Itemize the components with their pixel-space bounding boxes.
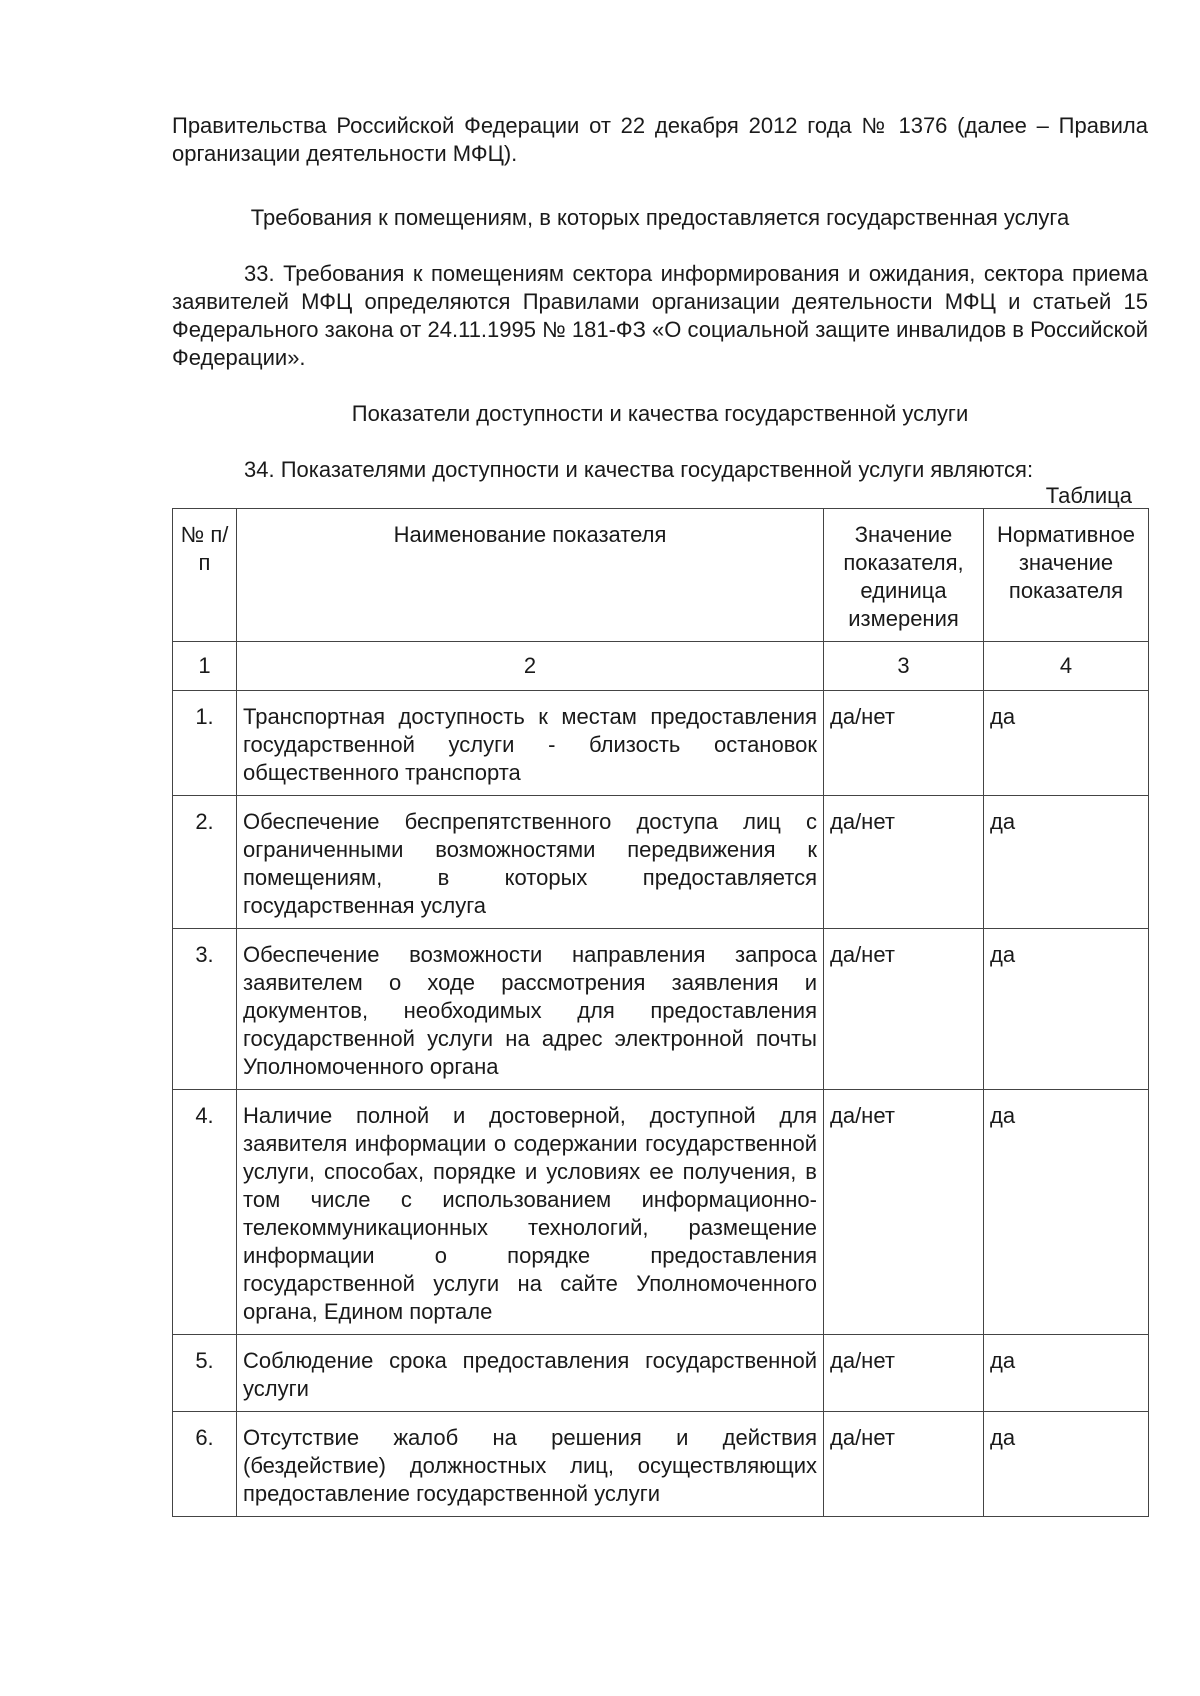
table-row: [173, 929, 1149, 1090]
indicator-norm: да: [984, 1090, 1149, 1335]
column-index-cell: 1: [173, 642, 237, 691]
indicator-value: да/нет: [824, 796, 984, 929]
indicator-norm: да: [984, 796, 1149, 929]
indicator-norm: да: [984, 1335, 1149, 1412]
indicator-name: Обеспечение беспрепятственного доступа лиц с ограниченными возможностями передвижения к помещениям, в которых предоставляется государственная услуга: [237, 796, 824, 929]
row-number: 3.: [173, 929, 237, 1090]
indicator-value: да/нет: [824, 1335, 984, 1412]
indicator-name: Транспортная доступность к местам предоставления государственной услуги - близость остановок общественного транспорта: [237, 691, 824, 796]
header-num: № п/п: [173, 509, 237, 642]
indicator-norm: да: [984, 1412, 1149, 1517]
row-number: 6.: [173, 1412, 237, 1517]
indicator-name: Наличие полной и достоверной, доступной для заявителя информации о содержании государственной услуги, способах, порядке и условиях ее получения, в том числе с использованием информационно-телекоммуникационных технологий, размещение информации о порядке предоставления государственной услуги на сайте Уполномоченного органа, Едином портале: [237, 1090, 824, 1335]
table-row: [173, 1335, 1149, 1412]
paragraph-33: 33. Требования к помещениям сектора информирования и ожидания, сектора приема заявителей МФЦ определяются Правилами организации деятельности МФЦ и статьей 15 Федерального закона от 24.11.1995 № 181-ФЗ «О социальной защите инвалидов в Российской Федерации».: [172, 261, 1148, 370]
document-page: [172, 112, 1148, 1517]
column-index-cell: 3: [824, 642, 984, 691]
indicators-table: [172, 508, 1149, 1517]
table-row: [173, 1090, 1149, 1335]
table-row: [173, 796, 1149, 929]
table-caption: Таблица: [1045, 483, 1132, 508]
table-row: [173, 1412, 1149, 1517]
row-number: 4.: [173, 1090, 237, 1335]
indicator-value: да/нет: [824, 929, 984, 1090]
table-row: [173, 691, 1149, 796]
indicator-name: Соблюдение срока предоставления государственной услуги: [237, 1335, 824, 1412]
header-norm: Нормативное значение показателя: [984, 509, 1149, 642]
row-number: 5.: [173, 1335, 237, 1412]
header-name: Наименование показателя: [237, 509, 824, 642]
column-index-row: [173, 642, 1149, 691]
indicator-value: да/нет: [824, 691, 984, 796]
indicator-norm: да: [984, 929, 1149, 1090]
header-value: Значение показателя, единица измерения: [824, 509, 984, 642]
section-heading-premises: Требования к помещениям, в которых предоставляется государственная услуга: [250, 205, 1070, 230]
table-header-row: [173, 509, 1149, 642]
indicator-value: да/нет: [824, 1412, 984, 1517]
row-number: 1.: [173, 691, 237, 796]
indicator-norm: да: [984, 691, 1149, 796]
column-index-cell: 2: [237, 642, 824, 691]
row-number: 2.: [173, 796, 237, 929]
indicator-name: Отсутствие жалоб на решения и действия (бездействие) должностных лиц, осуществляющих предоставление государственной услуги: [237, 1412, 824, 1517]
column-index-cell: 4: [984, 642, 1149, 691]
indicator-name: Обеспечение возможности направления запроса заявителем о ходе рассмотрения заявления и документов, необходимых для предоставления государственной услуги на адрес электронной почты Уполномоченного органа: [237, 929, 824, 1090]
section-heading-indicators: Показатели доступности и качества государственной услуги: [351, 401, 969, 426]
paragraph-34: 34. Показателями доступности и качества государственной услуги являются:: [244, 457, 1034, 482]
indicator-value: да/нет: [824, 1090, 984, 1335]
intro-paragraph-continuation: Правительства Российской Федерации от 22 декабря 2012 года № 1376 (далее – Правила организации деятельности МФЦ).: [172, 113, 1148, 166]
